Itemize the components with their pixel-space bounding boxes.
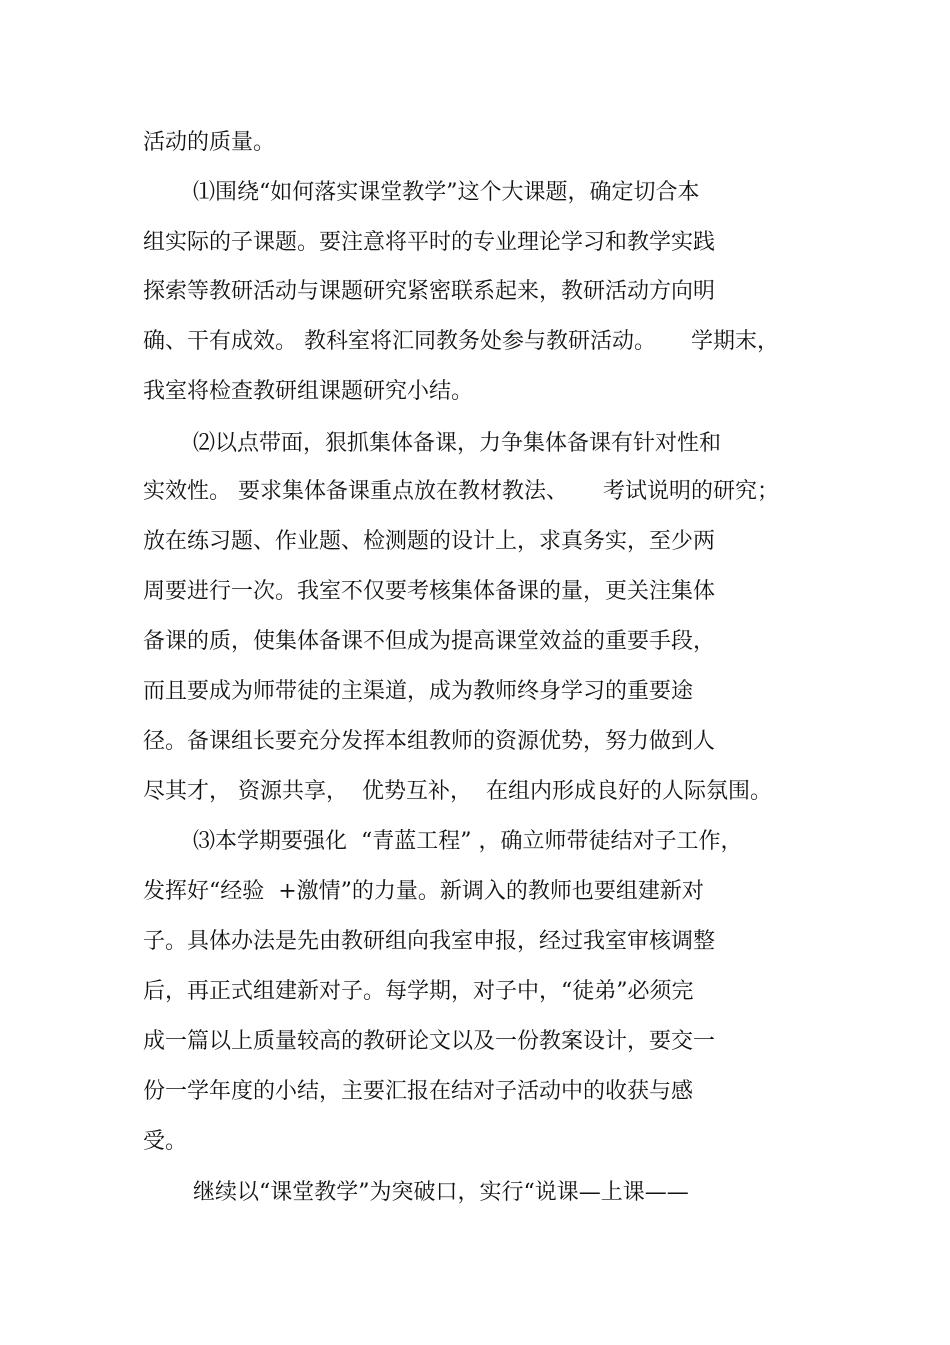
text-line: 发挥好“经验 +激情”的力量。新调入的教师也要组建新对 <box>143 879 704 904</box>
text-line: 探索等教研活动与课题研究紧密联系起来，教研活动方向明 <box>143 279 716 304</box>
text-line: 成一篇以上质量较高的教研论文以及一份教案设计，要交一 <box>143 1029 716 1054</box>
text-line: 而且要成为师带徒的主渠道，成为教师终身学习的重要途 <box>143 679 694 704</box>
text-line: 我室将检查教研组课题研究小结。 <box>143 379 474 404</box>
text-line: 确、干有成效。 教科室将汇同教务处参与教研活动。 学期末， <box>143 329 779 354</box>
text-line: 活动的质量。 <box>143 130 276 155</box>
paragraph-start-line: 继续以“课堂教学”为突破口，实行“说课—上课—— <box>193 1180 689 1205</box>
paragraph-start-line: ⑶本学期要强化 “青蓝工程” ，确立师带徒结对子工作， <box>193 829 743 854</box>
text-line: 份一学年度的小结，主要汇报在结对子活动中的收获与感 <box>143 1079 694 1104</box>
text-line: 组实际的子课题。要注意将平时的专业理论学习和教学实践 <box>143 230 716 255</box>
text-line: 尽其才， 资源共享， 优势互补， 在组内形成良好的人际氛围。 <box>143 779 772 804</box>
text-line: 放在练习题、作业题、检测题的设计上，求真务实，至少两 <box>143 529 716 554</box>
text-line: 径。备课组长要充分发挥本组教师的资源优势，努力做到人 <box>143 729 716 754</box>
text-line: 子。具体办法是先由教研组向我室申报，经过我室审核调整 <box>143 929 716 954</box>
text-line: 受。 <box>143 1129 188 1154</box>
paragraph-start-line: ⑵以点带面，狠抓集体备课，力争集体备课有针对性和 <box>193 431 722 456</box>
text-line: 后，再正式组建新对子。每学期，对子中，“徒弟”必须完 <box>143 979 694 1004</box>
text-line: 备课的质，使集体备课不但成为提高课堂效益的重要手段， <box>143 629 716 654</box>
text-line: 实效性。 要求集体备课重点放在教材教法、 考试说明的研究； <box>143 479 779 504</box>
text-line: 周要进行一次。我室不仅要考核集体备课的量，更关注集体 <box>143 579 716 604</box>
paragraph-start-line: ⑴围绕“如何落实课堂教学”这个大课题，确定切合本 <box>193 180 700 205</box>
